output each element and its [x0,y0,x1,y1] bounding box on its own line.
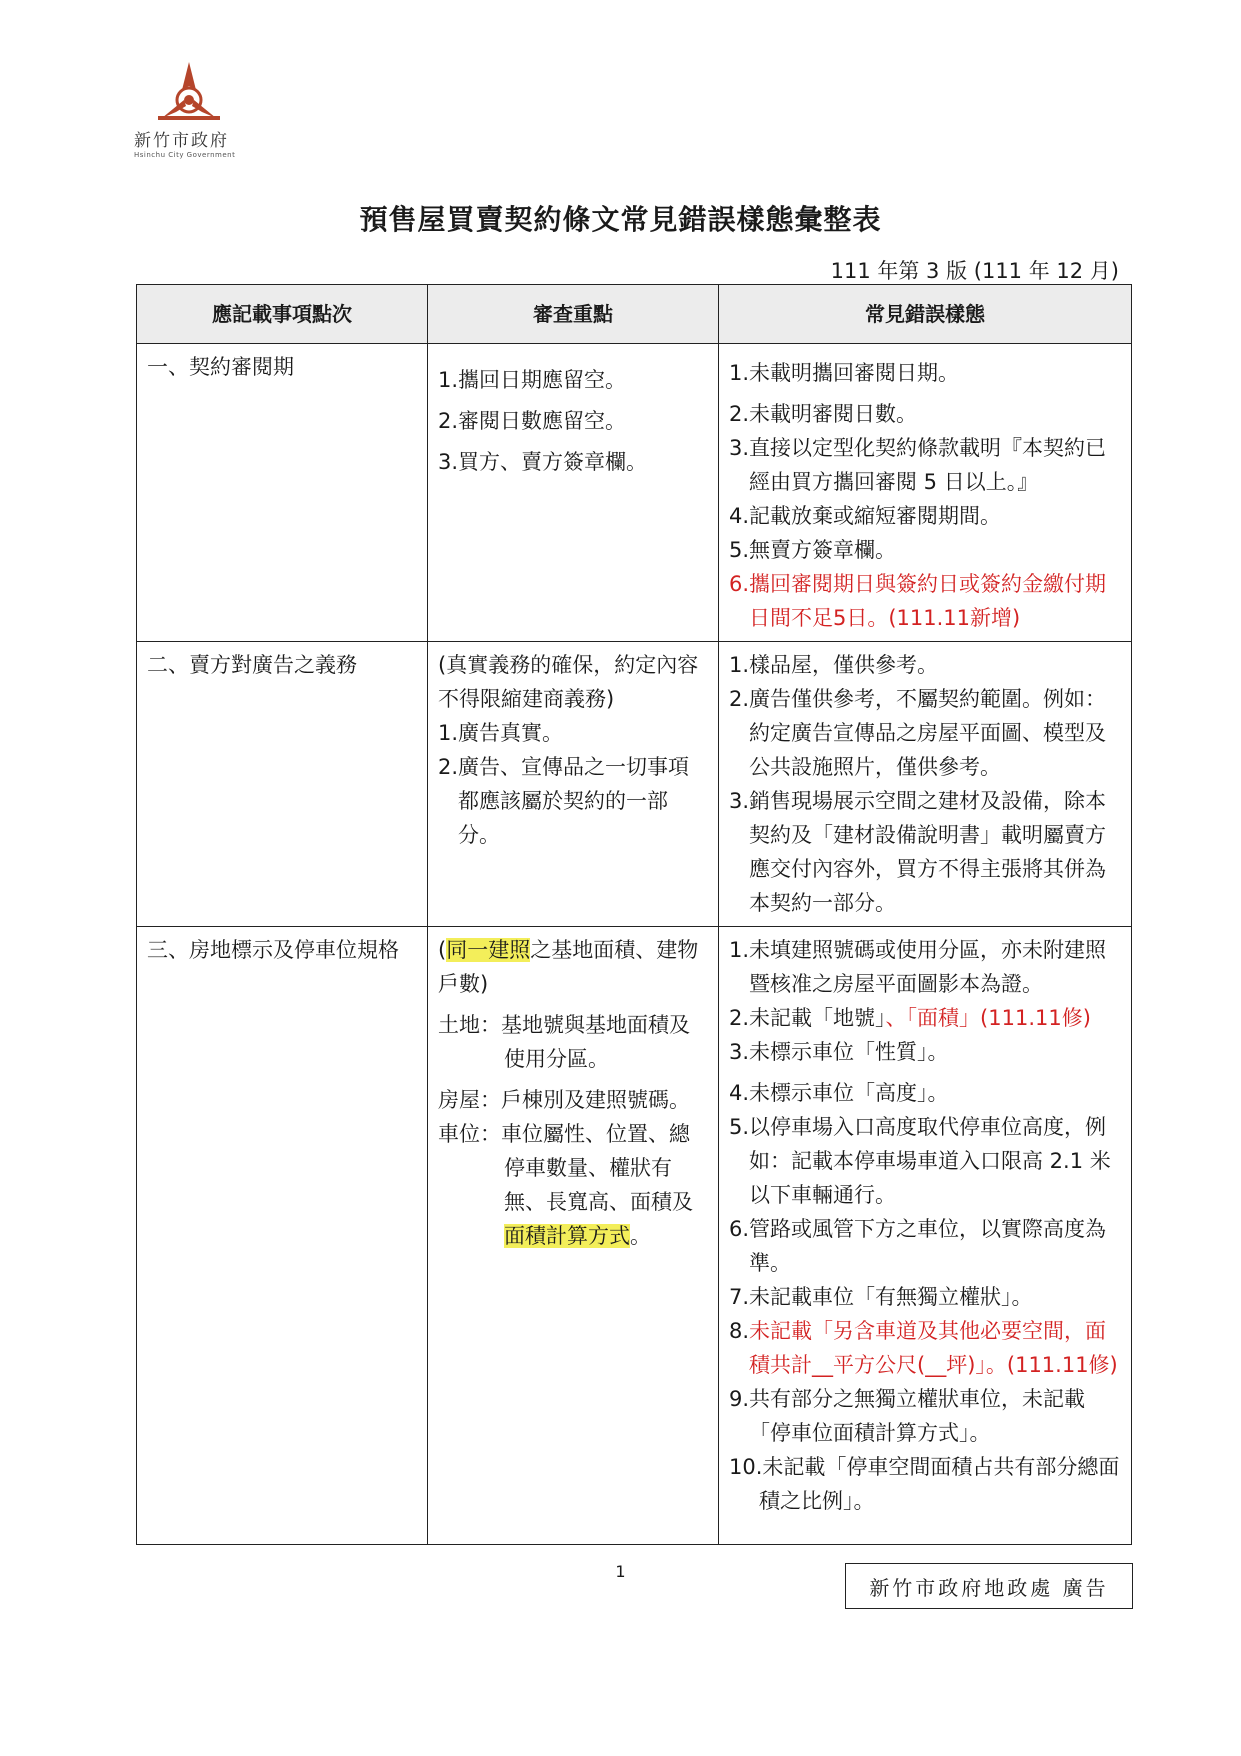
page-number: 1 [615,1562,626,1581]
highlighted-text: 同一建照 [446,938,531,962]
error-item: 3.銷售現場展示空間之建材及設備，除本契約及「建材設備說明書」載明屬賣方應交付內容外，買方不得主張將其併為本契約一部分。 [729,789,1107,915]
table-header-row [137,285,1132,344]
review-point: 1.廣告真實。 [438,721,564,745]
error-item: 5.無賣方簽章欄。 [729,538,897,562]
error-item: 7.未記載車位「有無獨立權狀」。 [729,1285,1033,1309]
review-note: (真實義務的確保，約定內容不得限縮建商義務) [438,653,699,711]
error-item-new: 6.攜回審閱期日與簽約日或簽約金繳付期日間不足5日。(111.11新增) [729,572,1107,630]
table-row [137,344,1132,642]
review-land: 土地：基地號與基地面積及使用分區。 [438,1013,690,1071]
review-parking-pre: 車位：車位屬性、位置、總停車數量、權狀有無、長寬高、面積及 [438,1122,693,1214]
error-item: 10.未記載「停車空間面積占共有部分總面積之比例」。 [729,1455,1120,1513]
review-house: 房屋：戶棟別及建照號碼。 [438,1088,690,1112]
review-note-pre: ( [438,938,447,962]
ad-stamp: 新竹市政府地政處 廣告 [845,1563,1133,1609]
error-item: 1.未載明攜回審閱日期。 [729,361,960,385]
header-review: 審查重點 [428,285,719,344]
header-item: 應記載事項點次 [137,285,428,344]
review-note-post: 之基地面積、建物戶數) [438,938,699,996]
table-row [137,642,1132,927]
error-item: 4.未標示車位「高度」。 [729,1081,949,1105]
error-item: 6.管路或風管下方之車位，以實際高度為準。 [729,1217,1107,1275]
error-text: 8. [729,1319,750,1343]
header-errors: 常見錯誤樣態 [719,285,1132,344]
item-cell [137,642,428,927]
review-point: 2.審閱日數應留空。 [438,409,627,433]
errors-cell [719,927,1132,1545]
review-cell [428,927,719,1545]
review-point: 2.廣告、宣傳品之一切事項都應該屬於契約的一部分。 [438,755,690,847]
org-name-en: Hsinchu City Government [134,151,236,159]
errors-cell [719,642,1132,927]
review-parking-post: 。 [630,1224,651,1248]
error-item: 9.共有部分之無獨立權狀車位，未記載「停車位面積計算方式」。 [729,1387,1086,1445]
error-item: 1.樣品屋，僅供參考。 [729,653,939,677]
highlighted-text: 面積計算方式 [504,1224,630,1248]
item-cell [137,344,428,642]
error-item [729,1314,1121,1382]
page-title: 預售屋買賣契約條文常見錯誤樣態彙整表 [359,203,882,236]
error-item: 2.未載明審閱日數。 [729,402,918,426]
error-text-revised: 、「面積」(111.11修) [885,1006,1091,1030]
review-parking [438,1117,708,1253]
org-logo [134,60,264,159]
item-label: 三、房地標示及停車位規格 [147,938,399,962]
review-cell [428,344,719,642]
error-text-revised: 未記載「另含車道及其他必要空間，面積共計__平方公尺(__坪)」。(111.11修) [749,1319,1118,1377]
version-label: 111 年第 3 版 (111 年 12 月) [830,259,1119,283]
review-cell [428,642,719,927]
error-item: 5.以停車場入口高度取代停車位高度，例如：記載本停車場車道入口限高 2.1 米以下車輛通行。 [729,1115,1111,1207]
error-item: 4.記載放棄或縮短審閱期間。 [729,504,1002,528]
error-item: 3.未標示車位「性質」。 [729,1040,949,1064]
error-item: 3.直接以定型化契約條款載明『本契約已經由買方攜回審閱 5 日以上。』 [729,436,1107,494]
review-point: 3.買方、賣方簽章欄。 [438,450,648,474]
org-name: 新竹市政府 [134,131,229,151]
hsinchu-city-emblem-icon [154,60,224,124]
review-point: 1.攜回日期應留空。 [438,368,627,392]
error-table [136,284,1132,1545]
error-item: 1.未填建照號碼或使用分區，亦未附建照暨核准之房屋平面圖影本為證。 [729,938,1107,996]
item-label: 二、賣方對廣告之義務 [147,653,357,677]
errors-cell [719,344,1132,642]
error-item [729,1001,1121,1035]
error-item: 2.廣告僅供參考，不屬契約範圍。例如：約定廣告宣傳品之房屋平面圖、模型及公共設施照片，僅供參考。 [729,687,1107,779]
error-text: 2.未記載「地號」 [729,1006,886,1030]
table-row [137,927,1132,1545]
item-cell [137,927,428,1545]
review-note [438,933,708,1001]
item-label: 一、契約審閱期 [147,355,294,379]
